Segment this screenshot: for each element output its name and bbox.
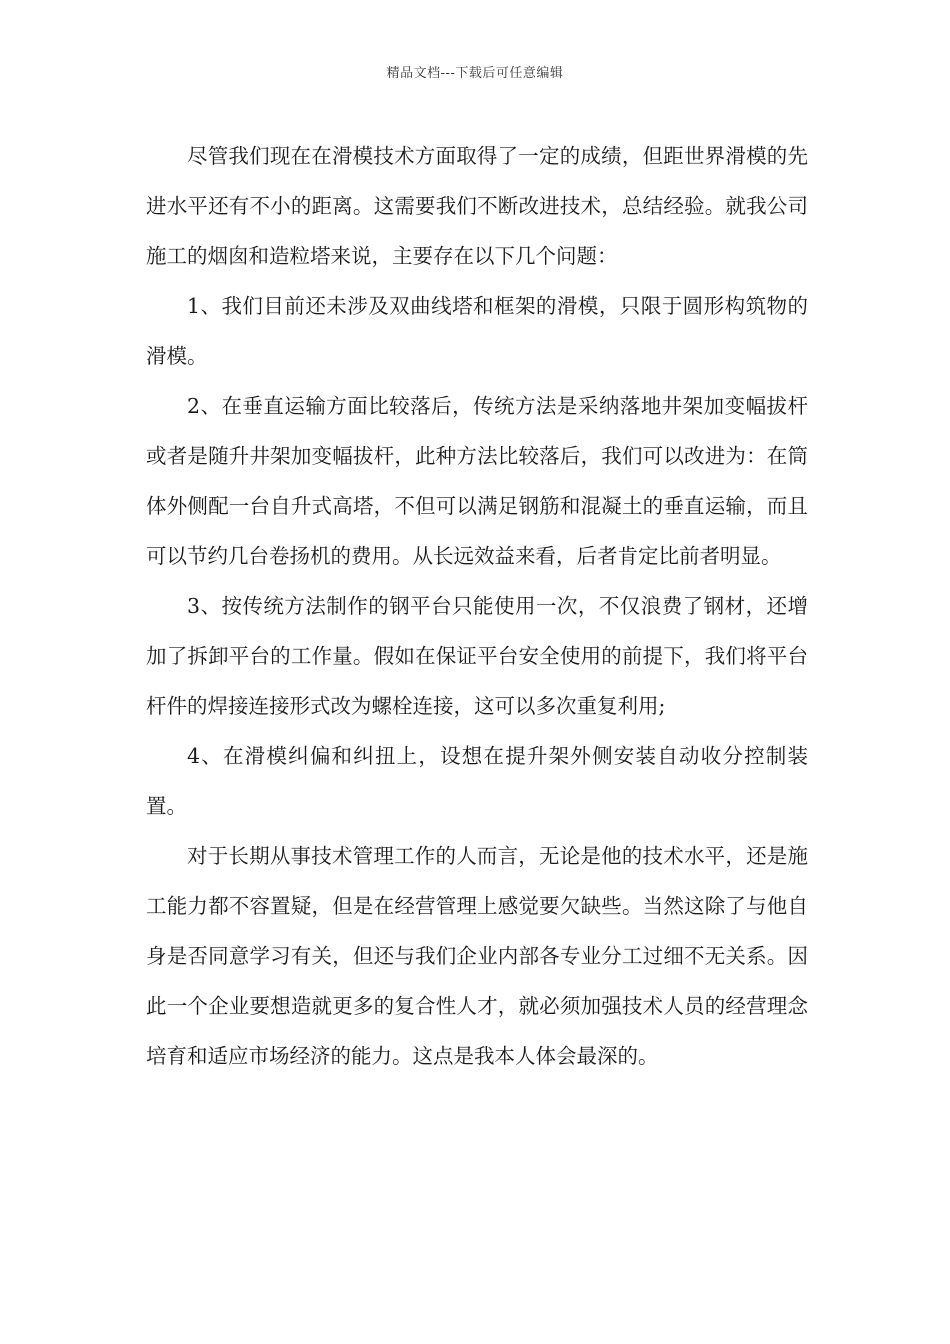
page-header: 精品文档---下载后可任意编辑 (386, 66, 564, 81)
paragraph-issue-4: 4、在滑模纠偏和纠扭上，设想在提升架外侧安装自动收分控制装置。 (146, 744, 808, 818)
paragraph-issue-2: 2、在垂直运输方面比较落后，传统方法是采纳落地井架加变幅拔杆或者是随升井架加变幅拔杆，此种方法比较落后，我们可以改进为：在筒体外侧配一台自升式高塔，不但可以满足钢筋和混凝土的垂直运输，而且可以节约几台卷扬机的费用。从长远效益来看，后者肯定比前者明显。 (146, 394, 808, 568)
paragraph-issue-3: 3、按传统方法制作的钢平台只能使用一次，不仅浪费了钢材，还增加了拆卸平台的工作量。假如在保证平台安全使用的前提下，我们将平台杆件的焊接连接形式改为螺栓连接，这可以多次重复利用; (146, 594, 808, 718)
document-body (146, 131, 808, 1081)
paragraph-issue-1: 1、我们目前还未涉及双曲线塔和框架的滑模，只限于圆形构筑物的滑模。 (146, 294, 808, 368)
paragraph-conclusion: 对于长期从事技术管理工作的人而言，无论是他的技术水平，还是施工能力都不容置疑，但是在经营管理上感觉要欠缺些。当然这除了与他自身是否同意学习有关，但还与我们企业内部各专业分工过细不无关系。因此一个企业要想造就更多的复合性人才，就必须加强技术人员的经营理念培育和适应市场经济的能力。这点是我本人体会最深的。 (146, 844, 808, 1068)
paragraph-intro: 尽管我们现在在滑模技术方面取得了一定的成绩，但距世界滑模的先进水平还有不小的距离。这需要我们不断改进技术，总结经验。就我公司施工的烟囱和造粒塔来说，主要存在以下几个问题： (146, 144, 808, 268)
